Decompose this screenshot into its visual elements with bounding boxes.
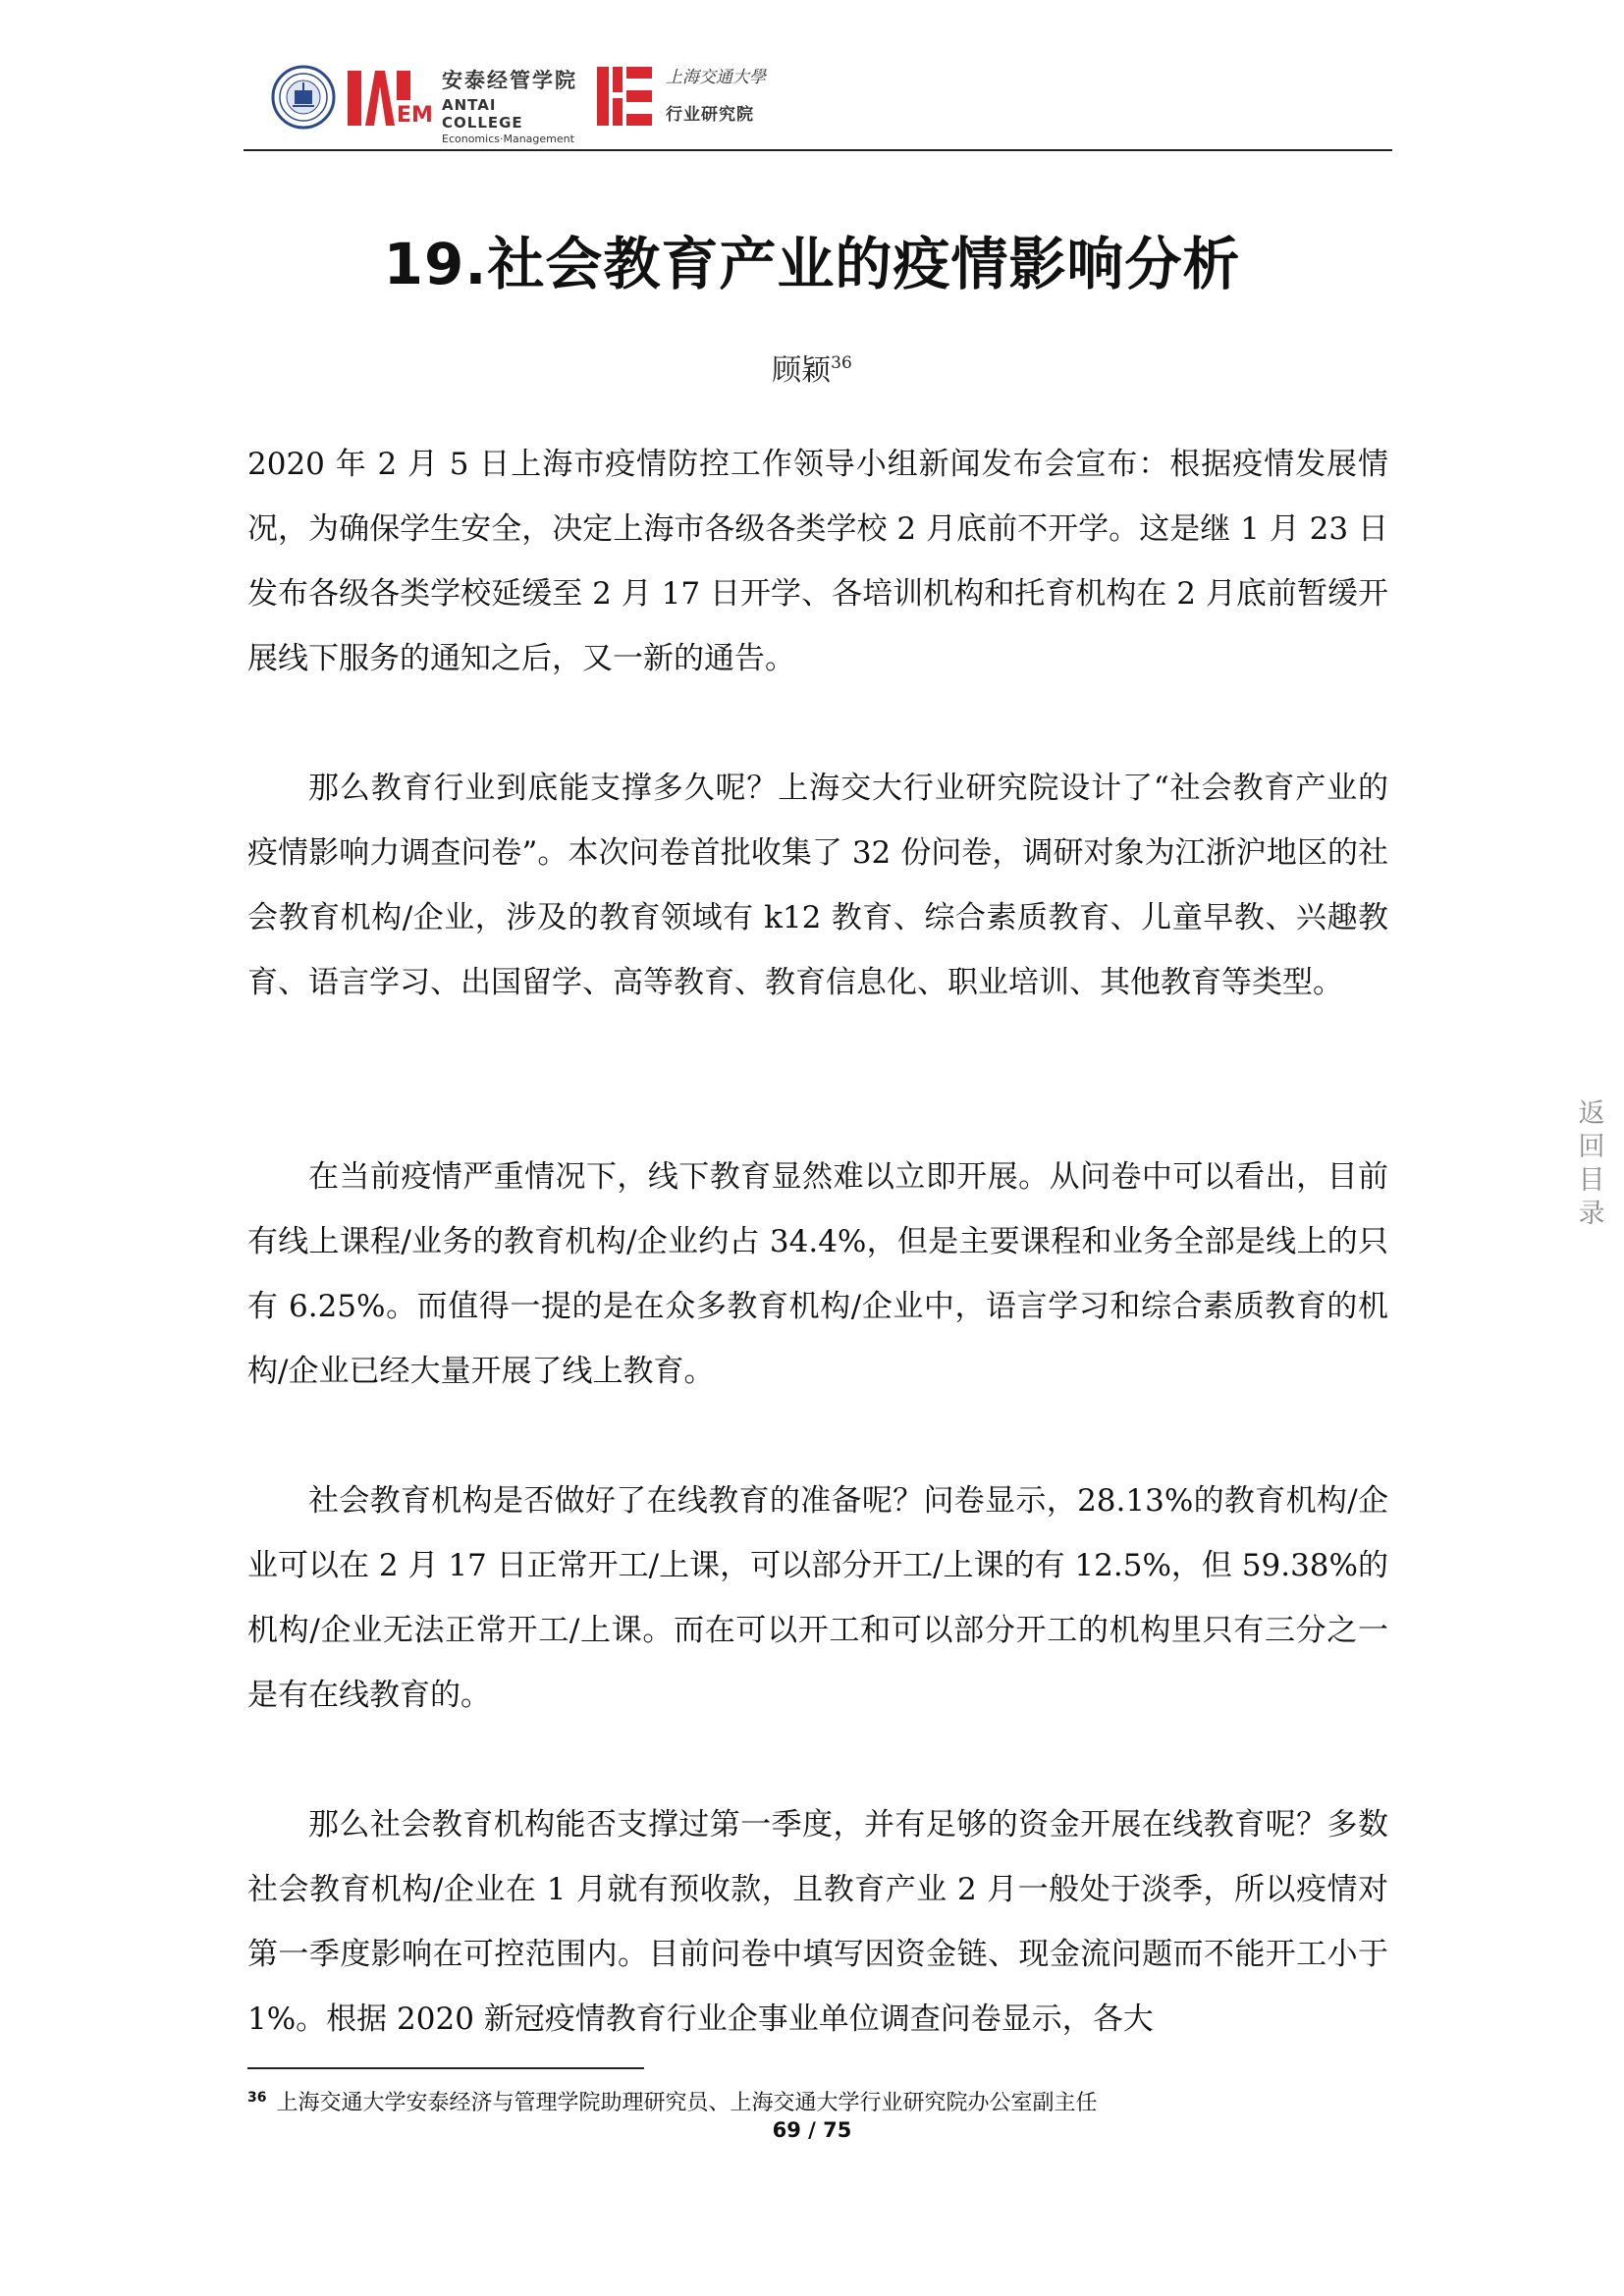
header-divider bbox=[244, 149, 1392, 151]
svg-text:EM: EM bbox=[397, 103, 433, 128]
sjtu-seal-logo bbox=[271, 65, 336, 130]
footnote-text: 上海交通大学安泰经济与管理学院助理研究员、上海交通大学行业研究院办公室副主任 bbox=[276, 2091, 1098, 2115]
footnote bbox=[247, 2081, 1386, 2120]
antai-college-wordmark bbox=[442, 65, 579, 145]
back-link-char: 返 bbox=[1578, 1098, 1605, 1129]
industry-institute-logo bbox=[595, 63, 654, 130]
paragraph: 那么社会教育机构能否支撑过第一季度，并有足够的资金开展在线教育呢？多数社会教育机构/企业在 1 月就有预收款，且教育产业 2 月一般处于淡季，所以疫情对第一季度影响在可控范围内。目前问卷中填写因资金链、现金流问题而不能开工小于 1%。根据 2020 新冠疫情教育行业企事业单位调查问卷显示，各大 bbox=[247, 1807, 1388, 2037]
paragraph: 社会教育机构是否做好了在线教育的准备呢？问卷显示，28.13%的教育机构/企业可以在 2 月 17 日正常开工/上课，可以部分开工/上课的有 12.5%，但 59.38%的机构/企业无法正常开工/上课。而在可以开工和可以部分开工的机构里只有三分之一是有在线教育的。 bbox=[247, 1483, 1388, 1713]
author-footnote-ref[interactable]: 36 bbox=[831, 353, 852, 373]
paragraph: 2020 年 2 月 5 日上海市疫情防控工作领导小组新闻发布会宣布：根据疫情发展情况，为确保学生安全，决定上海市各级各类学校 2 月底前不开学。这是继 1 月 23 日发布各级各类学校延缓至 2 月 17 日开学、各培训机构和托育机构在 2 月底前暂缓开展线下服务的通知之后，又一新的通告。 bbox=[247, 447, 1388, 676]
antai-en-name: ANTAI COLLEGE bbox=[442, 96, 523, 132]
paragraph: 在当前疫情严重情况下，线下教育显然难以立即开展。从问卷中可以看出，目前有线上课程/业务的教育机构/企业约占 34.4%，但是主要课程和业务全部是线上的只有 6.25%。而值得一提的是在众多教育机构/企业中，语言学习和综合素质教育的机构/企业已经大量开展了线上教育。 bbox=[247, 1159, 1388, 1389]
author-name: 顾颖 bbox=[772, 353, 832, 388]
page-header bbox=[244, 57, 1392, 151]
back-link-char: 录 bbox=[1578, 1199, 1605, 1229]
footnote-divider bbox=[247, 2067, 644, 2069]
back-link-char: 目 bbox=[1578, 1165, 1605, 1196]
sjtu-script-name: 上海交通大學 bbox=[666, 68, 766, 87]
author-line bbox=[0, 346, 1624, 389]
back-link-char: 回 bbox=[1578, 1132, 1605, 1162]
antai-subtitle: Economics·Management bbox=[442, 133, 574, 145]
antai-cn-name: 安泰经管学院 bbox=[442, 69, 577, 92]
back-to-contents-link[interactable] bbox=[1574, 1097, 1609, 1231]
page-number: 69 / 75 bbox=[772, 2118, 852, 2142]
footnote-mark: 36 bbox=[247, 2090, 267, 2106]
paragraph: 那么教育行业到底能支撑多久呢？上海交大行业研究院设计了“社会教育产业的疫情影响力调查问卷”。本次问卷首批收集了 32 份问卷，调研对象为江浙沪地区的社会教育机构/企业，涉及的教育领域有 k12 教育、综合素质教育、儿童早教、兴趣教育、语言学习、出国留学、高等教育、教育信息化、职业培训、其他教育等类型。 bbox=[247, 771, 1388, 1000]
institute-name: 行业研究院 bbox=[666, 105, 754, 125]
article-title: 19.社会教育产业的疫情影响分析 bbox=[383, 231, 1241, 297]
acem-logo bbox=[346, 65, 434, 130]
